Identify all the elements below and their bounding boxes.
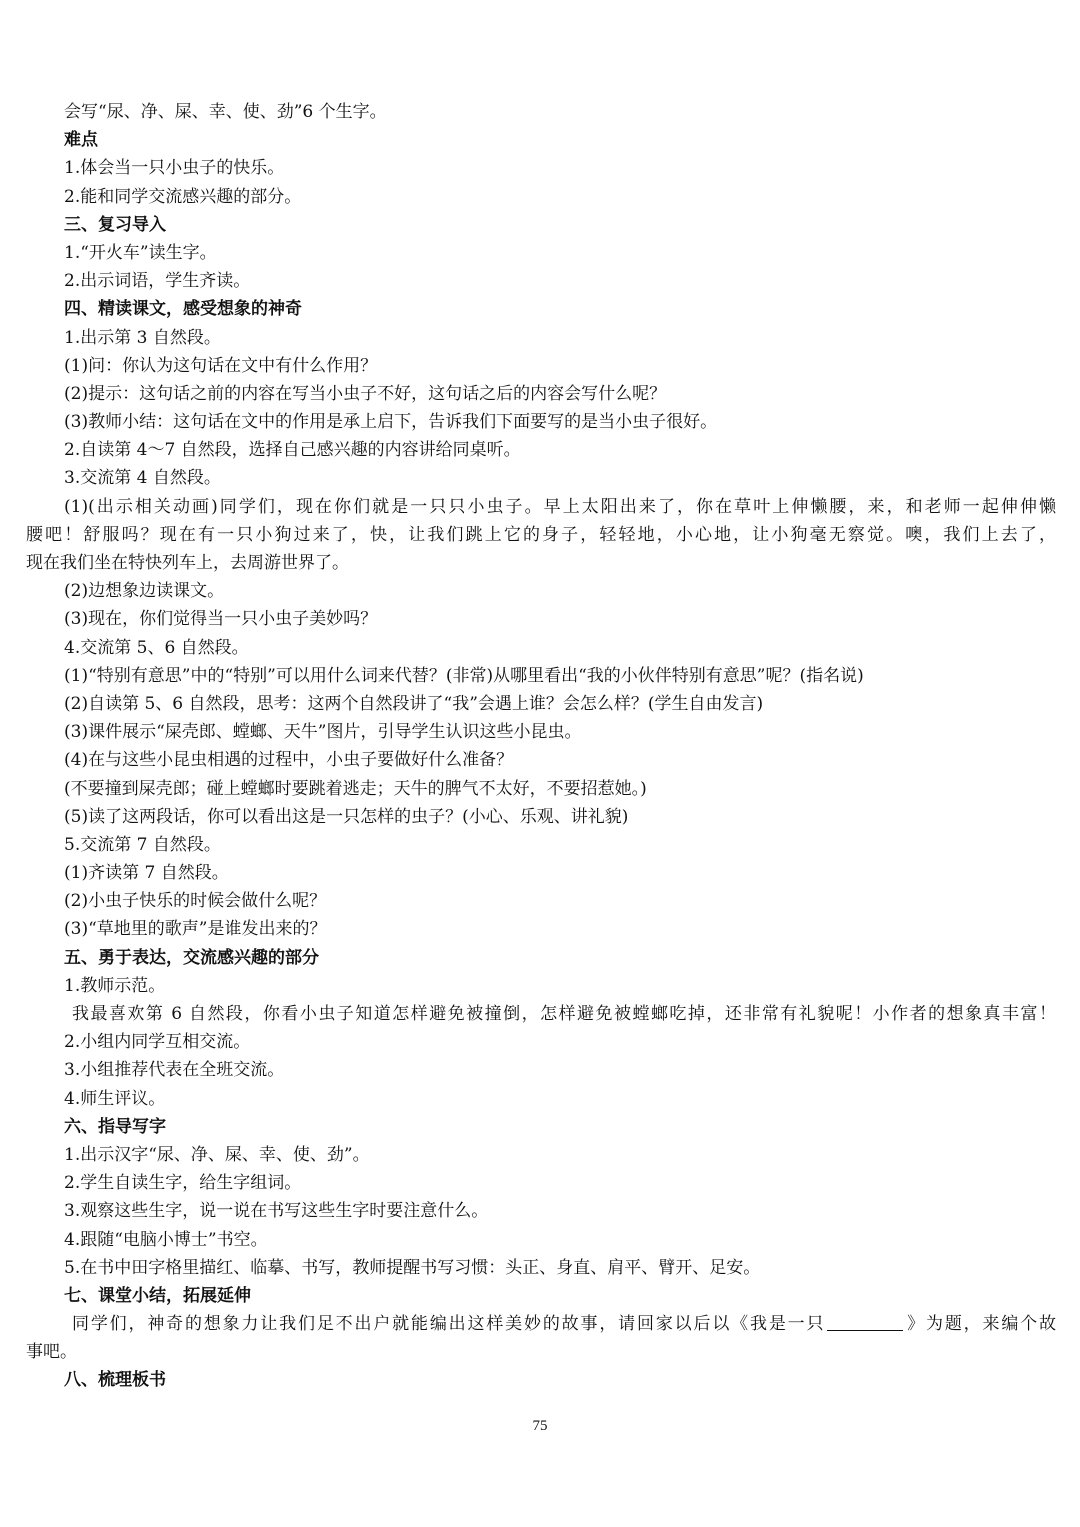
text-segment: 同学们，神奇的想象力让我们足不出户就能编出这样美妙的故事，请回家以后以《我是一只 [72, 1314, 826, 1335]
text-line: (1)(出示相关动画)同学们，现在你们就是一只只小虫子。早上太阳出来了，你在草叶上伸懒腰，来，和老师一起伸伸懒 [64, 496, 1056, 517]
text-line: (3)教师小结：这句话在文中的作用是承上启下，告诉我们下面要写的是当小虫子很好。 [64, 412, 718, 433]
text-line: 1.体会当一只小虫子的快乐。 [64, 158, 285, 179]
text-line: 腰吧！舒服吗？现在有一只小狗过来了，快，让我们跳上它的身子，轻轻地，小心地，让小狗毫无察觉。噢，我们上去了， [26, 524, 1056, 545]
section-heading: 八、梳理板书 [64, 1370, 166, 1391]
text-line: (2)小虫子快乐的时候会做什么呢？ [64, 891, 327, 912]
text-line: 1.“开火车”读生字。 [64, 242, 217, 263]
text-segment: 》为题，来编个故 [905, 1314, 1057, 1335]
text-line: (不要撞到屎壳郎；碰上螳螂时要跳着逃走；天牛的脾气不太好，不要招惹她。) [64, 778, 647, 799]
section-heading: 五、勇于表达，交流感兴趣的部分 [64, 947, 319, 968]
text-line: 3.小组推荐代表在全班交流。 [64, 1060, 285, 1081]
text-line [0, 1310, 1080, 1338]
text-line: 4.师生评议。 [64, 1088, 166, 1109]
text-line: (1)齐读第 7 自然段。 [64, 863, 229, 884]
section-heading: 难点 [64, 130, 98, 151]
section-heading: 六、指导写字 [64, 1116, 166, 1137]
text-line: 1.教师示范。 [64, 975, 166, 996]
section-heading: 四、精读课文，感受想象的神奇 [64, 299, 302, 320]
text-line: 1.出示汉字“尿、净、屎、幸、使、劲”。 [64, 1144, 370, 1165]
text-line: (2)自读第 5、6 自然段，思考：这两个自然段讲了“我”会遇上谁？会怎么样？(学生自由发言) [64, 693, 764, 714]
text-line: 3.交流第 4 自然段。 [64, 468, 221, 489]
text-line: 3.观察这些生字，说一说在书写这些生字时要注意什么。 [64, 1201, 489, 1222]
section-heading: 三、复习导入 [64, 214, 166, 235]
text-line: (2)边想象边读课文。 [64, 581, 225, 602]
text-line: 现在我们坐在特快列车上，去周游世界了。 [26, 553, 349, 573]
section-heading: 七、课堂小结，拓展延伸 [64, 1285, 251, 1306]
text-line: 2.自读第 4～7 自然段，选择自己感兴趣的内容讲给同桌听。 [64, 440, 521, 461]
text-line: 5.在书中田字格里描红、临摹、书写，教师提醒书写习惯：头正、身直、肩平、臂开、足安。 [64, 1257, 761, 1278]
text-line: (4)在与这些小昆虫相遇的过程中，小虫子要做好什么准备？ [64, 750, 514, 771]
text-line: 4.跟随“电脑小博士”书空。 [64, 1229, 268, 1250]
page-number: 75 [532, 1418, 548, 1434]
fill-in-blank [827, 1312, 903, 1331]
text-line: (3)课件展示“屎壳郎、螳螂、天牛”图片，引导学生认识这些小昆虫。 [64, 722, 582, 743]
document-body [0, 98, 1080, 1395]
text-line: 4.交流第 5、6 自然段。 [64, 637, 249, 658]
text-line: 2.小组内同学互相交流。 [64, 1032, 251, 1053]
text-line: 1.出示第 3 自然段。 [64, 327, 221, 348]
text-line: (5)读了这两段话，你可以看出这是一只怎样的虫子？(小心、乐观、讲礼貌) [64, 806, 629, 827]
text-line: 我最喜欢第 6 自然段，你看小虫子知道怎样避免被撞倒，怎样避免被螳螂吃掉，还非常有礼貌呢！小作者的想象真丰富！ [72, 1004, 1056, 1024]
text-line: (1)“特别有意思”中的“特别”可以用什么词来代替？(非常)从哪里看出“我的小伙伴特别有意思”呢？(指名说) [64, 665, 864, 686]
text-line: 事吧。 [26, 1342, 77, 1363]
text-line: (1)问：你认为这句话在文中有什么作用？ [64, 355, 378, 376]
text-line: 2.学生自读生字，给生字组词。 [64, 1173, 302, 1194]
text-line: (2)提示：这句话之前的内容在写当小虫子不好，这句话之后的内容会写什么呢？ [64, 383, 667, 404]
text-line: 2.能和同学交流感兴趣的部分。 [64, 186, 302, 207]
text-line: (3)现在，你们觉得当一只小虫子美妙吗？ [64, 609, 378, 630]
text-line: 会写“尿、净、屎、幸、使、劲”6 个生字。 [64, 102, 387, 122]
text-line: 2.出示词语，学生齐读。 [64, 271, 251, 292]
text-line: 5.交流第 7 自然段。 [64, 834, 221, 855]
text-line: (3)“草地里的歌声”是谁发出来的？ [64, 919, 327, 940]
